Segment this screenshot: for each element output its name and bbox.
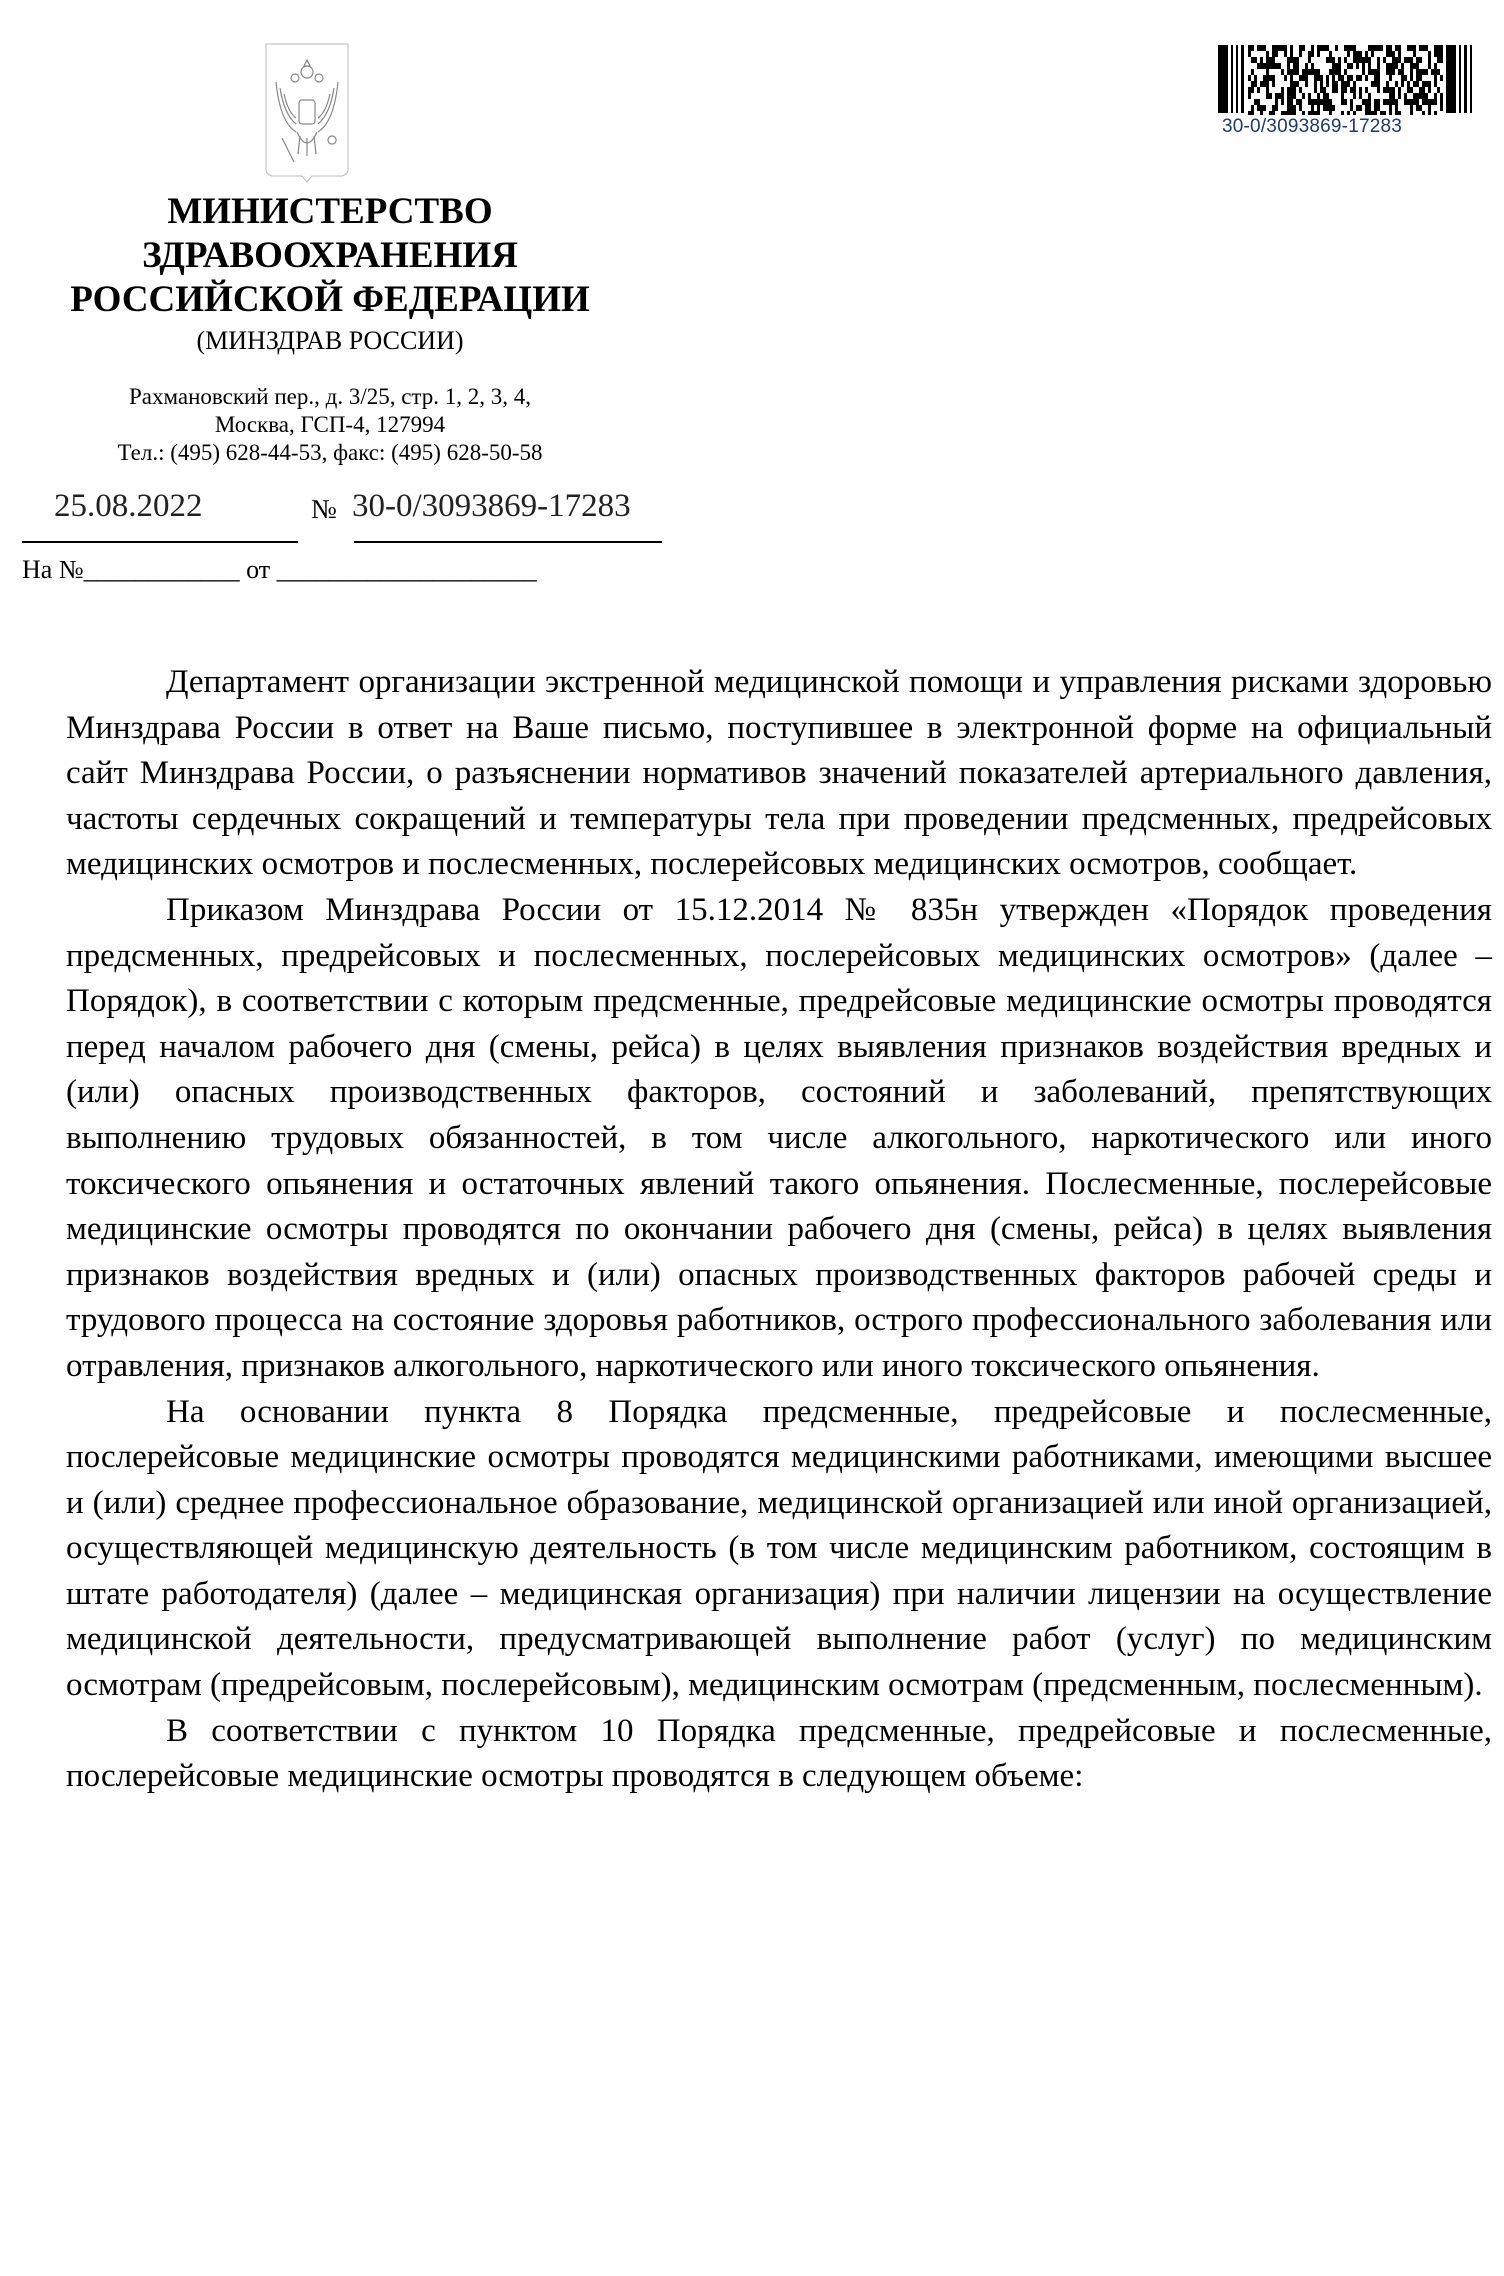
address-line: Рахмановский пер., д. 3/25, стр. 1, 2, 3, 4,	[128, 384, 532, 409]
number-sign: №	[311, 494, 337, 524]
coat-of-arms-emblem	[264, 42, 350, 188]
ministry-short-name: (МИНЗДРАВ РОССИИ)	[196, 326, 464, 355]
reference-line: На №____________ от ____________________	[22, 555, 537, 584]
number-underline	[354, 541, 662, 543]
body-paragraph: В соответствии с пунктом 10 Порядка предсменные, предрейсовые и послесменные, послерейсовые медицинские осмотры проводятся в следующем объеме:	[66, 1712, 1492, 1795]
body-paragraph: На основании пункта 8 Порядка предсменные, предрейсовые и послесменные, послерейсовые медицинские осмотры проводятся медицинскими работниками, имеющими высшее и (или) среднее профессиональное образование, медицинской организацией или иной организацией, осуществляющей медицинскую деятельность (в том числе медицинским работником, состоящим в штате работодателя) (далее – медицинская организация) при наличии лицензии на осуществление медицинской деятельности, предусматривающей выполнение работ (услуг) по медицинским осмотрам (предрейсовым, послерейсовым), медицинским осмотрам (предсменным, послесменным).	[66, 1393, 1492, 1704]
letter-number: 30-0/3093869-17283	[352, 488, 631, 524]
barcode	[1218, 45, 1474, 115]
body-paragraph: Приказом Минздрава России от 15.12.2014 № 835н утвержден «Порядок проведения предсменных, предрейсовых и послесменных, послерейсовых медицинских осмотров» (далее – Порядок), в соответствии с которым предсменные, предрейсовые медицинские осмотры проводятся перед началом рабочего дня (смены, рейса) в целях выявления признаков воздействия вредных и (или) опасных производственных факторов, состояний и заболеваний, препятствующих выполнению трудовых обязанностей, в том числе алкогольного, наркотического или иного токсического опьянения и остаточных явлений такого опьянения. Послесменные, послерейсовые медицинские осмотры проводятся по окончании рабочего дня (смены, рейса) в целях выявления признаков воздействия вредных и (или) опасных производственных факторов рабочей среды и трудового процесса на состояние здоровья работников, острого профессионального заболевания или отравления, признаков алкогольного, наркотического или иного токсического опьянения.	[66, 891, 1492, 1384]
ministry-name-line: РОССИЙСКОЙ ФЕДЕРАЦИИ	[70, 279, 590, 320]
ministry-name	[20, 190, 640, 322]
letter-body	[66, 660, 1492, 1800]
address-line: Москва, ГСП-4, 127994	[214, 412, 446, 437]
ministry-name-line: МИНИСТЕРСТВО	[167, 191, 493, 232]
date-underline	[22, 541, 298, 543]
ministry-name-line: ЗДРАВООХРАНЕНИЯ	[142, 235, 518, 276]
barcode-graphic	[1218, 45, 1474, 115]
barcode-number: 30-0/3093869-17283	[1222, 116, 1403, 137]
letter-date: 25.08.2022	[54, 488, 203, 524]
body-paragraph: Департамент организации экстренной медицинской помощи и управления рисками здоровью Минздрава России в ответ на Ваше письмо, поступившее в электронной форме на официальный сайт Минздрава России, о разъяснении нормативов значений показателей артериального давления, частоты сердечных сокращений и температуры тела при проведении предсменных, предрейсовых медицинских осмотров и послесменных, послерейсовых медицинских осмотров, сообщает.	[66, 664, 1492, 883]
address-line: Тел.: (495) 628-44-53, факс: (495) 628-50-58	[117, 440, 543, 465]
ministry-address	[20, 383, 640, 467]
